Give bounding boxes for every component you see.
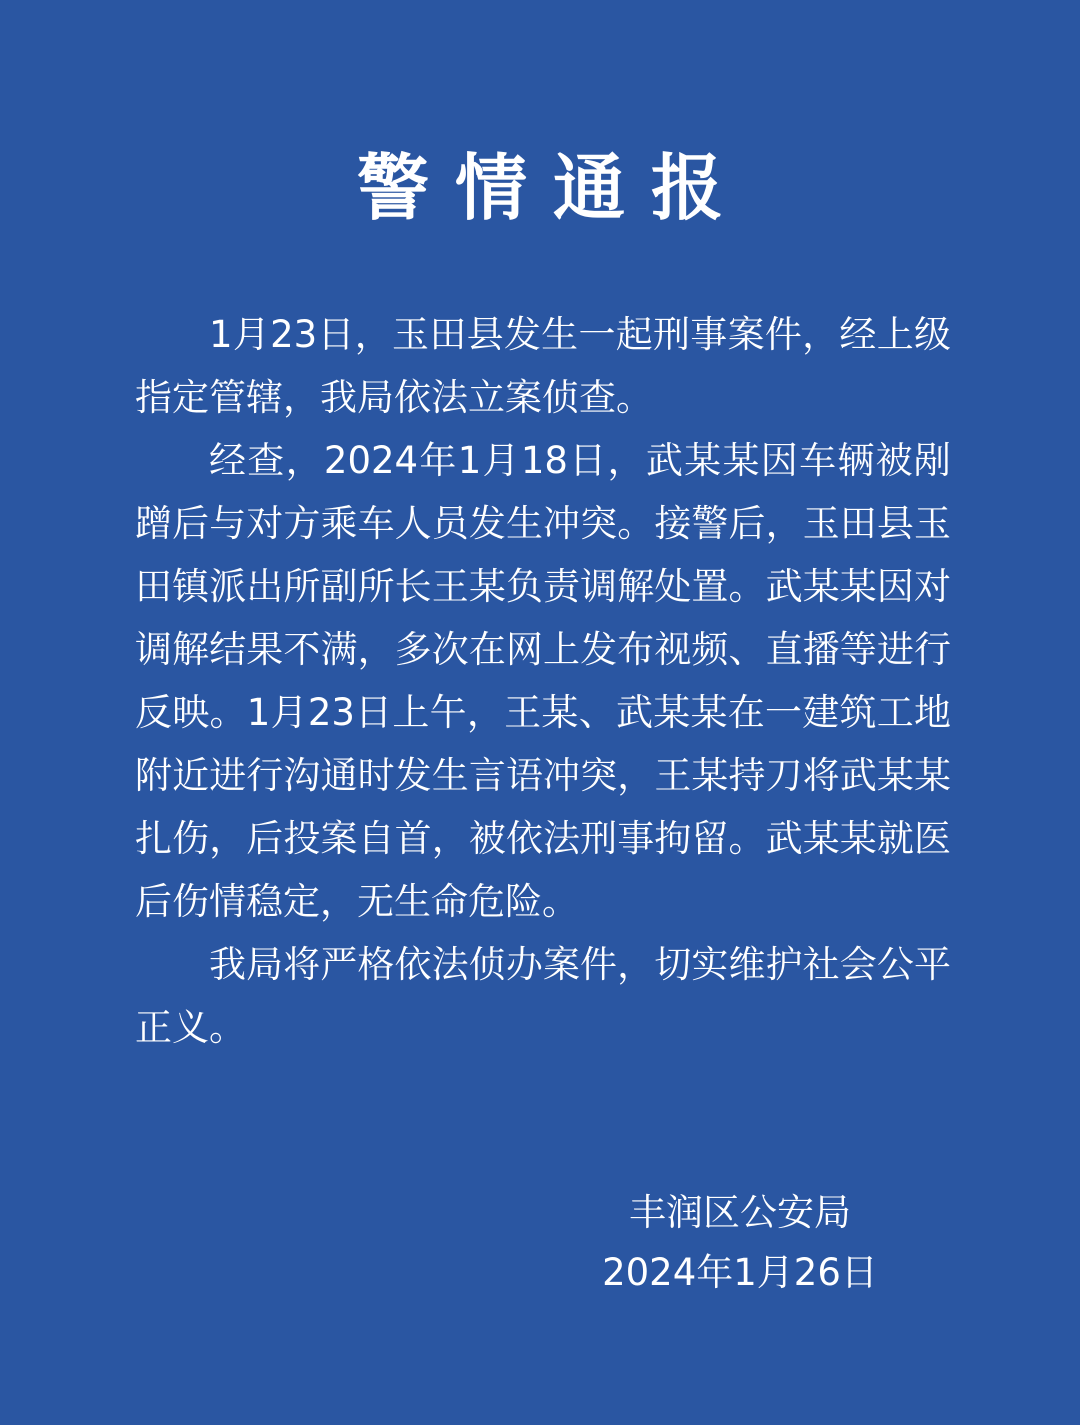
issuing-organization: 丰润区公安局: [629, 1191, 851, 1234]
notice-body: [135, 303, 951, 1059]
notice-paragraph-3: 我局将严格依法侦办案件，切实维护社会公平正义。: [135, 943, 951, 1049]
notice-paragraph-1: 1月23日，玉田县发生一起刑事案件，经上级指定管辖，我局依法立案侦查。: [135, 313, 951, 419]
issue-date: 2024年1月26日: [602, 1251, 878, 1294]
notice-paragraph-2: 经查，2024年1月18日，武某某因车辆被剐蹭后与对方乘车人员发生冲突。接警后，玉田县玉田镇派出所副所长王某负责调解处置。武某某因对调解结果不满，多次在网上发布视频、直播等进行反映。1月23日上午，王某、武某某在一建筑工地附近进行沟通时发生言语冲突，王某持刀将武某某扎伤，后投案自首，被依法刑事拘留。武某某就医后伤情稳定，无生命危险。: [135, 439, 951, 923]
notice-title: 警情通报: [356, 146, 749, 230]
